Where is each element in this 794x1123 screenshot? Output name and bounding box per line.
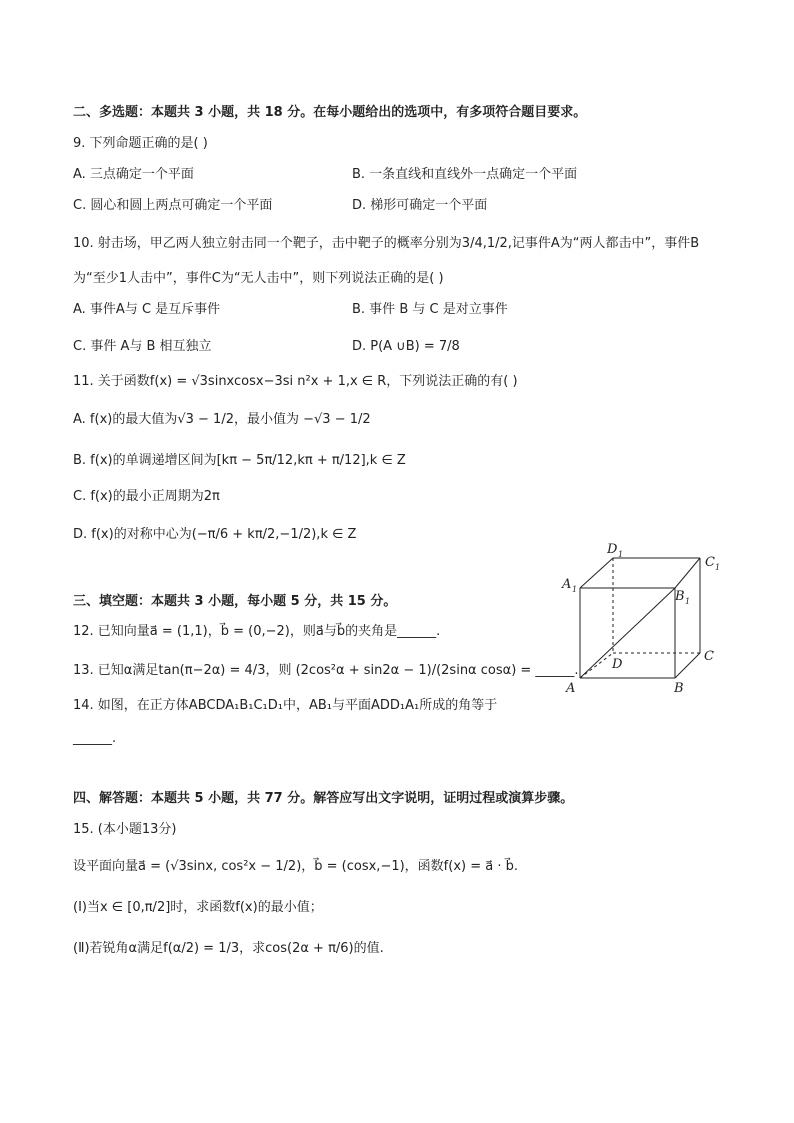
edge-b-c [675,653,700,678]
q13-stem: 13. 已知α满足tan(π−2α) = 4/3，则 (2cos²α + sin2α − 1)/(2sinα cosα) = ______. [73,663,579,678]
label-d: D [612,657,623,672]
label-a1-subscript: 1 [572,585,578,594]
q10-option-d: D. P(A ∪B) = 7/8 [352,339,460,354]
q15-part2: (Ⅱ)若锐角α满足f(α/2) = 1/3，求cos(2α + π/6)的值. [73,941,384,956]
q15-stem: 15. (本小题13分) [73,822,177,837]
q15-part1: (Ⅰ)当x ∈ [0,π/2]时，求函数f(x)的最小值； [73,900,323,915]
edge-b1-c1 [675,558,700,588]
q11-option-a: A. f(x)的最大值为√3 − 1/2，最小值为 −√3 − 1/2 [73,412,371,427]
q9-option-b: B. 一条直线和直线外一点确定一个平面 [352,167,578,182]
q12-stem: 12. 已知向量a⃗ = (1,1)，b⃗ = (0,−2)，则a⃗与b⃗的夹角是______. [73,624,441,639]
q11-option-d: D. f(x)的对称中心为(−π/6 + kπ/2,−1/2),k ∈ Z [73,527,357,542]
q9-option-d: D. 梯形可确定一个平面 [352,198,488,213]
section-4-heading: 四、解答题：本题共 5 小题，共 77 分。解答应写出文字说明，证明过程或演算步骤。 [73,791,574,806]
q10-stem-line2: 为“至少1人击中”，事件C为“无人击中”，则下列说法正确的是( ) [73,271,444,286]
label-b: B [674,681,684,696]
label-d1: D [607,542,618,557]
q10-option-b: B. 事件 B 与 C 是对立事件 [352,302,508,317]
cube-figure [560,538,730,698]
diagonal-a-b1 [580,588,675,678]
label-c1-subscript: 1 [715,563,721,572]
q11-option-b: B. f(x)的单调递增区间为[kπ − 5π/12,kπ + π/12],k ∈ Z [73,453,406,468]
hidden-edge-a-d [580,653,613,678]
q14-blank: ______. [73,731,117,746]
label-b1: B [675,589,685,604]
section-3-heading: 三、填空题：本题共 3 小题，每小题 5 分，共 15 分。 [73,594,397,609]
q9-stem: 9. 下列命题正确的是( ) [73,136,208,151]
label-a1: A [562,577,572,592]
q10-option-a: A. 事件A与 C 是互斥事件 [73,302,221,317]
label-d1-subscript: 1 [618,550,624,559]
q10-stem-line1: 10. 射击场，甲乙两人独立射击同一个靶子，击中靶子的概率分别为3/4,1/2,记事件A为“两人都击中”，事件B [73,236,700,251]
label-a: A [566,681,576,696]
q9-option-c: C. 圆心和圆上两点可确定一个平面 [73,198,273,213]
q14-stem: 14. 如图，在正方体ABCDA₁B₁C₁D₁中，AB₁与平面ADD₁A₁所成的角等于 [73,698,498,713]
q11-option-c: C. f(x)的最小正周期为2π [73,489,220,504]
section-2-heading: 二、多选题：本题共 3 小题，共 18 分。在每小题给出的选项中，有多项符合题目要求。 [73,105,587,120]
q15-given: 设平面向量a⃗ = (√3sinx, cos²x − 1/2)，b⃗ = (cosx,−1)，函数f(x) = a⃗ · b⃗. [73,859,518,874]
q9-option-a: A. 三点确定一个平面 [73,167,194,182]
q10-option-c: C. 事件 A与 B 相互独立 [73,339,212,354]
edge-a1-d1 [580,558,613,588]
label-c: C [704,649,714,664]
label-b1-subscript: 1 [685,597,691,606]
label-c1: C [705,555,715,570]
q11-stem: 11. 关于函数f(x) = √3sinxcosx−3si n²x + 1,x ∈ R，下列说法正确的有( ) [73,374,518,389]
